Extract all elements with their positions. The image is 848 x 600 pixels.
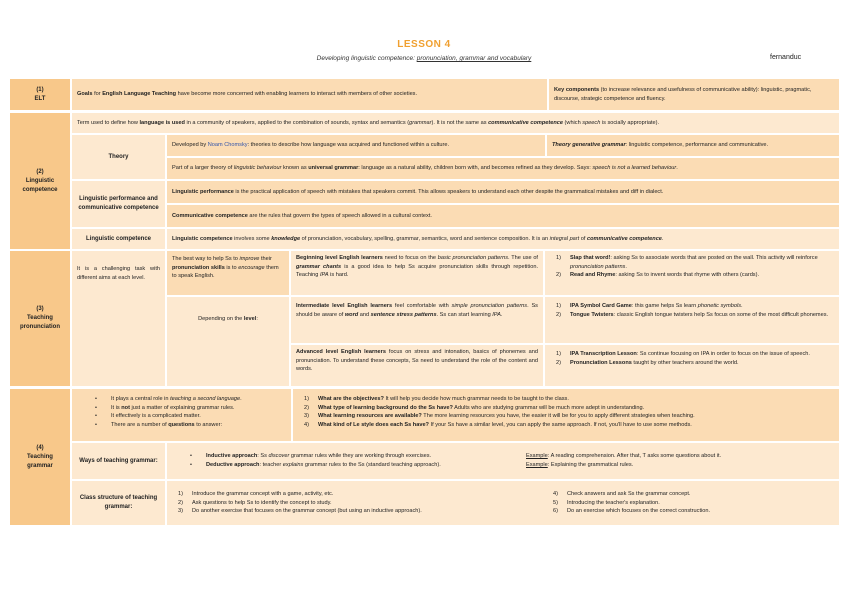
step-text: Check answers and ask Ss the grammar concept. — [567, 491, 691, 498]
chomsky-link[interactable]: Noam Chomsky — [207, 142, 248, 149]
question-item — [298, 395, 834, 404]
term-i2: speech — [582, 119, 601, 126]
step-text: Do another exercise that focuses on the grammar concept (but using an inductive approach). — [192, 508, 422, 515]
theory-generative — [547, 135, 839, 156]
question-item — [298, 421, 834, 430]
section-elt-label: (1) ELT — [10, 79, 70, 110]
bullet-b: not — [121, 404, 130, 411]
theory2-b1: universal grammar — [308, 165, 359, 172]
way-t1: : teacher — [259, 462, 283, 468]
way-bold: Deductive approach — [206, 462, 260, 468]
comm-b: Communicative competence — [172, 212, 248, 219]
theory1-t2: : theories to describe how language was acquired and functioned within a culture. — [247, 142, 450, 149]
bullet-t1: It is — [111, 404, 122, 411]
question-item — [298, 404, 834, 413]
pron-beginning — [291, 251, 543, 295]
subtitle-underlined: pronunciation, grammar and vocabulary — [416, 55, 532, 62]
step-item — [172, 499, 547, 508]
theory2-i2: speech is not a learned behaviour — [592, 165, 677, 172]
lc-term — [72, 113, 839, 133]
activity-italic: pronunciation patterns — [570, 263, 626, 270]
pron-intermediate-activities — [545, 297, 839, 343]
bullet-t1: It effectively is a complicated matter. — [111, 413, 201, 420]
performance-label: Linguistic performance and communicative competence — [72, 181, 165, 227]
question-num: 4) — [304, 421, 309, 428]
key-text: (to increase relevance and usefulness of communicative ability): linguistic, pragmatic, discourse, strategic competence and fluency. — [554, 86, 812, 102]
question-text: If your Ss have a similar level, you can apply the same approach. If not, you'll have to use some methods. — [428, 421, 692, 428]
activity-text: : Ss continue focusing on IPA in order to focus on the issue of speech. — [636, 351, 810, 357]
author-name: fernanduc — [770, 54, 802, 61]
activity-item — [550, 350, 834, 359]
way-item: • Inductive approach: Ss discover grammar rules while they are working through exercises. Example: A reading comprehension. After that, T asks some questions about it. — [190, 453, 722, 460]
performance-text — [167, 181, 839, 203]
ling-t1: involves some — [232, 235, 272, 242]
activity-text: : classic English tongue twisters help Ss focus on some of the most difficult phonemes. — [613, 311, 829, 318]
step-num: 3) — [178, 508, 183, 515]
term-b1: language is used — [139, 119, 185, 126]
activity-text: : asking Ss to invent words that rhyme with others (cards). — [615, 272, 760, 279]
activity-item — [550, 359, 834, 368]
step-text: Introduce the grammar concept with a game, activity, etc. — [192, 491, 334, 498]
pron-advanced-activities — [545, 345, 839, 386]
best-t2: their — [259, 256, 272, 262]
step-item — [172, 507, 547, 516]
pron-depending — [167, 297, 289, 386]
inter-b: Intermediate level English learners — [296, 303, 393, 309]
goals-bold: Goals — [77, 91, 93, 98]
question-num: 2) — [304, 404, 309, 411]
question-bold: What type of learning background do the Ss have? — [318, 404, 453, 411]
activity-text2: . — [741, 303, 743, 309]
theory2-t3: : language as a natural ability, children born with, and becomes refined as they develop. Says: — [358, 165, 593, 172]
communicative-text — [167, 205, 839, 227]
inter-t1: feel comfortable with — [392, 303, 452, 309]
step-text: Do an exercise which focuses on the correct construction. — [567, 508, 711, 515]
way-t2: grammar rules to the Ss (standard teaching approach). — [303, 462, 441, 468]
ling-b1: Linguistic competence — [172, 235, 233, 242]
bullet-item: • It is not just a matter of explaining grammar rules. — [95, 404, 235, 411]
pron-intro: It is a challenging task with different aims at each level. — [72, 251, 165, 386]
inter-t5: . — [500, 311, 503, 318]
goals-text1: for — [92, 91, 103, 98]
comm-t: are the rules that govern the types of speech allowed in a cultural context. — [247, 212, 432, 219]
depend-t: Depending on the — [198, 316, 244, 322]
question-text: The more learning resources you have, the easier it will be for you to apply different strategies when teaching. — [421, 413, 695, 420]
term-t2: in a community of speakers, applied to the combination of sounds, syntax and semantics ( — [184, 119, 410, 126]
question-bold: What kind of Le style does each Ss have? — [318, 421, 429, 428]
bullet-t2: . — [240, 396, 242, 402]
example-text: : A reading comprehension. After that, T asks some questions about it. — [547, 453, 722, 460]
term-t1: Term used to define how — [77, 119, 140, 126]
question-text: Adults who are studying grammar will be much more adept in understanding. — [452, 404, 645, 411]
way-item: • Deductive approach: teacher explains grammar rules to the Ss (standard teaching approach). Example: Explaining the grammatical rules. — [190, 462, 634, 468]
theory-universal — [167, 158, 839, 179]
class-structure-list — [167, 481, 839, 525]
activity-num: 2) — [556, 359, 561, 366]
bullet-t2: to answer: — [194, 421, 223, 428]
begin-t3: is a good idea to help Ss acquire pronunciation skills through repetition. Teaching — [296, 263, 538, 279]
bullet-i: teaching a second language — [170, 396, 241, 402]
term-bi: communicative competence — [488, 119, 563, 126]
ling-i: integral part — [549, 235, 580, 242]
activity-item — [550, 254, 834, 271]
step-item — [547, 499, 834, 508]
inter-i1: simple pronunciation patterns — [451, 303, 528, 309]
bullet-t1: It plays a central role in — [111, 396, 171, 402]
activity-text: taught by other teachers around the world. — [631, 359, 739, 366]
begin-b: Beginning level English learners — [296, 255, 383, 261]
bullet-item: • It effectively is a complicated matter. — [95, 413, 201, 420]
bullet-b: questions — [168, 421, 195, 428]
ling-bi2: communicative competence — [587, 235, 662, 242]
theory2-i1: linguistic behaviour — [233, 165, 282, 172]
question-bold: What learning resources are available? — [318, 413, 422, 420]
activity-bold: Read and Rhyme — [570, 272, 616, 279]
perf-b: Linguistic performance — [172, 188, 234, 195]
begin-i1: basic pronunciation patterns — [437, 255, 509, 261]
begin-t4: is hard. — [328, 272, 349, 279]
inter-t3: and — [358, 311, 371, 318]
lesson-title: LESSON 4 — [397, 39, 451, 50]
step-item — [547, 507, 834, 516]
theory2-t2: known as — [281, 165, 309, 172]
theory2-t4: . — [676, 165, 678, 172]
best-t4: them to speak English. — [172, 264, 279, 280]
begin-bi: grammar chants — [296, 263, 342, 270]
pron-advanced — [291, 345, 543, 386]
elt-key-components — [549, 79, 839, 110]
theory-label: Theory — [72, 135, 165, 179]
question-item — [298, 412, 834, 421]
theory2-t1: Part of a larger theory of — [172, 165, 234, 172]
pron-beginning-activities — [545, 251, 839, 295]
question-num: 1) — [304, 396, 309, 402]
activity-bold: IPA Transcription Lesson — [570, 351, 637, 357]
inter-bi1: word — [344, 311, 359, 318]
section-linguistic-label: (2) Linguistic competence — [10, 113, 70, 249]
grammar-questions — [293, 389, 839, 441]
adv-b: Advanced level English learners — [296, 349, 386, 355]
activity-num: 1) — [556, 255, 561, 261]
inter-bi2: sentence stress patterns — [370, 311, 437, 318]
perf-t: is the practical application of speech with mistakes that speakers commit. This allows speakers to understand each other despite the grammatical mistakes and diff in dialect. — [233, 188, 664, 195]
question-bold: What are the objectives? — [318, 396, 384, 402]
theory1-bi: Theory generative grammar — [552, 142, 626, 149]
theory1-t1: Developed by — [172, 142, 208, 149]
ling-bi: knowledge — [271, 235, 301, 242]
section-grammar-label: (4) Teaching grammar — [10, 389, 70, 525]
bullet-t2: just a matter of explaining grammar rules. — [129, 404, 235, 411]
step-num: 4) — [553, 491, 558, 498]
adv-t: focus on stress and intonation, basics of phonemes and pronunciation. To understand these concepts, Ss need to understand the role of the content and words. — [296, 349, 538, 373]
best-t1: The best way to help Ss to — [172, 256, 240, 262]
ling-t4: . — [661, 235, 664, 242]
way-t1: : Ss — [257, 453, 269, 460]
theory-chomsky — [167, 135, 545, 156]
depend-b: level — [243, 316, 257, 322]
step-num: 5) — [553, 499, 558, 506]
activity-text: : this game helps Ss learn — [631, 303, 698, 309]
inter-t4: . Ss can start learning — [436, 311, 493, 318]
activity-bold: Tongue Twisters — [570, 311, 614, 318]
begin-t2: . The use of — [508, 255, 538, 261]
linguistic-competence-text — [167, 229, 839, 249]
step-num: 1) — [178, 491, 183, 498]
ways-label: Ways of teaching grammar: — [72, 443, 165, 479]
key-bold: Key components — [554, 86, 600, 93]
way-bold: Inductive approach — [206, 453, 258, 460]
inter-t2: . Ss should be aware of — [296, 303, 538, 318]
activity-item — [550, 271, 834, 280]
elt-goals — [72, 79, 547, 110]
best-b: pronunciation skills — [172, 264, 225, 271]
begin-t1: need to focus on the — [382, 255, 438, 261]
term-t5: is socially appropriate). — [600, 119, 660, 126]
way-t2: grammar rules while they are working through exercises. — [289, 453, 432, 460]
activity-num: 2) — [556, 311, 561, 318]
activity-item — [550, 302, 834, 311]
grammar-bullets — [72, 389, 291, 441]
term-t3: ). It is not the same as — [431, 119, 489, 126]
way-italic: discover — [268, 453, 290, 460]
example-label: Example — [526, 453, 548, 460]
activity-bold: Pronunciation Lessons — [570, 359, 632, 366]
question-num: 3) — [304, 413, 309, 420]
step-item — [172, 490, 547, 499]
subtitle-prefix: Developing linguistic competence: — [316, 55, 417, 62]
bullet-item: • There are a number of questions to answer: — [95, 421, 223, 428]
best-i2: encourage — [238, 264, 265, 271]
example-text: : Explaining the grammatical rules. — [547, 462, 634, 468]
example-label: Example — [526, 462, 548, 468]
activity-num: 1) — [556, 303, 561, 309]
step-text: Ask questions to help Ss to identify the concept to study. — [192, 499, 332, 506]
activity-bold: IPA Symbol Card Game — [570, 303, 632, 309]
goals-text2: have become more concerned with enabling learners to interact with members of other societies. — [176, 91, 418, 98]
class-structure-label: Class structure of teaching grammar: — [72, 481, 165, 525]
activity-num: 2) — [556, 272, 561, 279]
step-num: 2) — [178, 499, 183, 506]
begin-i2: IPA — [319, 272, 329, 279]
step-item — [547, 490, 834, 499]
pron-intermediate — [291, 297, 543, 343]
question-text: It will help you decide how much grammar needs to be taught to the class. — [383, 396, 569, 402]
activity-bold: Slap that word! — [570, 255, 611, 261]
term-i1: grammar — [409, 119, 432, 126]
activity-num: 1) — [556, 351, 561, 357]
bullet-item: • It plays a central role in teaching a second language. — [95, 396, 242, 402]
inter-i2: IPA — [492, 311, 501, 318]
section-pronunciation-label: (3) Teaching pronunciation — [10, 251, 70, 386]
theory1-t3: : linguistic competence, performance and communicative. — [625, 142, 769, 149]
ways-list — [167, 443, 839, 479]
ling-t3: of — [579, 235, 587, 242]
term-t4: (which — [562, 119, 583, 126]
step-text: Introducing the teacher's explanation. — [567, 499, 660, 506]
best-t3: is to — [224, 264, 239, 271]
bullet-t1: There are a number of — [111, 421, 169, 428]
ling-t2: of pronunciation, vocabulary, spelling, grammar, semantics, word and sentence composition. It is an — [300, 235, 550, 242]
activity-item — [550, 311, 834, 320]
activity-text: : asking Ss to associate words that are posted on the wall. This activity will reinforce — [610, 255, 818, 261]
best-i1: improve — [239, 256, 260, 262]
depend-t2: : — [256, 316, 258, 322]
way-italic: explains — [282, 462, 304, 468]
activity-italic: phonetic symbols — [697, 303, 741, 309]
step-num: 6) — [553, 508, 558, 515]
lesson-subtitle — [0, 55, 848, 62]
activity-text2: . — [625, 263, 627, 270]
pron-best-way — [167, 251, 289, 295]
goals-bold2: English Language Teaching — [102, 91, 177, 98]
linguistic-competence-label: Linguistic competence — [72, 229, 165, 249]
